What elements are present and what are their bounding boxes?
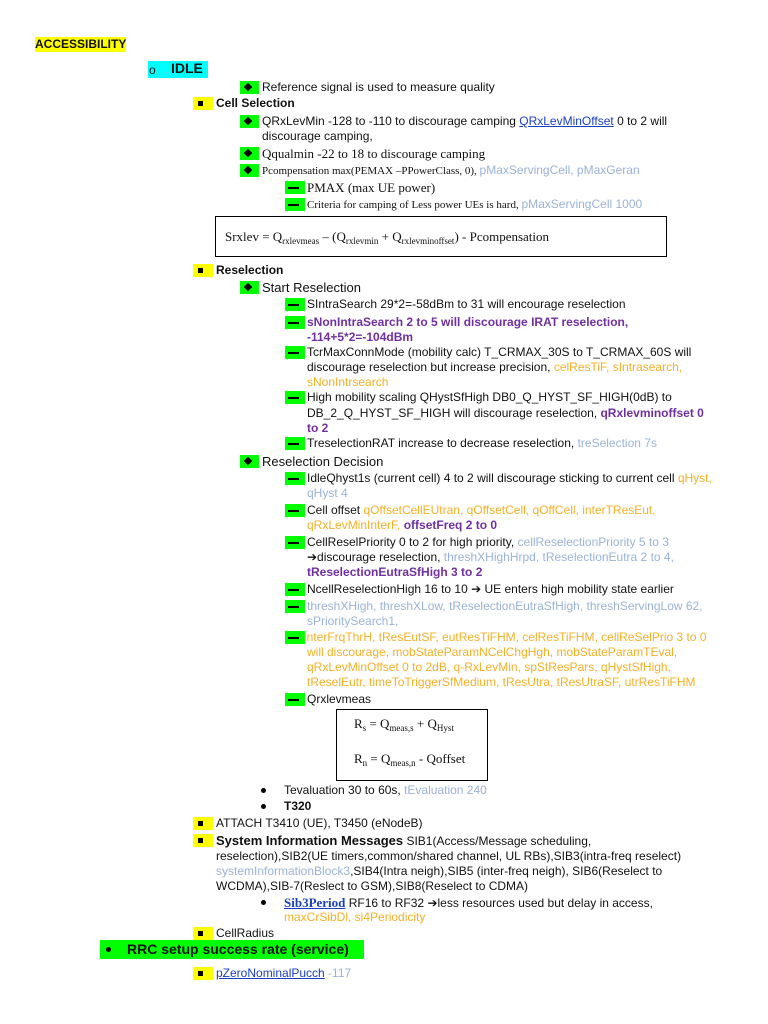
- ref-signal-text: Reference signal is used to measure quality: [262, 80, 495, 94]
- section-title: ACCESSIBILITY: [35, 37, 127, 51]
- pzeronominalpucch-link[interactable]: pZeroNominalPucch: [216, 966, 325, 980]
- dot-bullet-icon: [261, 804, 266, 809]
- cellreselpriority-text: CellReselPriority 0 to 2 for high priority, cellReselectionPriority 5 to 3: [307, 535, 669, 549]
- t320-text: T320: [284, 799, 312, 813]
- square-bullet-icon: [193, 834, 213, 847]
- interfrq-params-text: interFrqThrH, tResEutSF, eutResTiFHM, celResTiFHM, cellReSelPrio 3 to 0: [304, 630, 707, 644]
- dash-bullet-icon: [285, 536, 305, 549]
- pmax-text: PMAX (max UE power): [307, 180, 436, 195]
- cellreselpriority-text-cont2: tReselectionEutraSfHigh 3 to 2: [307, 565, 483, 579]
- sib3period-link[interactable]: Sib3Period: [284, 895, 346, 910]
- dash-bullet-icon: [285, 437, 305, 450]
- dash-bullet-icon: [285, 600, 305, 613]
- interfrq-params-text-cont2: qRxLevMinOffset 0 to 2dB, q-RxLevMin, spStResPars, qHystSfHigh,: [307, 660, 671, 674]
- dash-bullet-icon: [285, 504, 305, 517]
- dot-bullet-icon: [261, 788, 266, 793]
- snonintrasearch-text-cont: -114+5*2=-104dBm: [307, 330, 414, 344]
- cell-selection-item-2: Qqualmin -22 to 18 to discourage camping: [262, 146, 486, 161]
- srxlev-formula: Srxlev = $Q_{rxlevmeas} - (Q_{rxlevmin} + Q_{rxlevminoffset})$ - Pcompensation: [225, 229, 550, 246]
- tcrmaxconnmode-text-cont: discourage reselection but increase precision, celResTiF, sIntrasearch,: [307, 360, 683, 374]
- idleqhyst-text-cont: qHyst 4: [307, 486, 348, 500]
- dot-bullet-icon: [106, 947, 111, 952]
- rn-formula: $R_n = Q_{meas,n}$ - Qoffset: [354, 751, 466, 768]
- treselectionrat-text: TreselectionRAT increase to decrease reselection, treSelection 7s: [307, 436, 657, 450]
- cell-selection-item-1-cont: discourage camping,: [262, 129, 373, 143]
- square-bullet-icon: [193, 927, 213, 940]
- dash-bullet-icon: [285, 472, 305, 485]
- dash-bullet-icon: [285, 391, 305, 404]
- qrxlevminoffset-link[interactable]: QRxLevMinOffset: [519, 114, 614, 128]
- square-bullet-icon: [193, 967, 213, 980]
- sib3period-text-cont: maxCrSibDl, si4Periodicity: [284, 910, 426, 924]
- idle-marker: o: [149, 63, 156, 77]
- dash-bullet-icon: [285, 298, 305, 311]
- high-mobility-text: High mobility scaling QHystSfHigh DB0_Q_HYST_SF_HIGH(0dB) to: [307, 390, 672, 404]
- dot-bullet-icon: [261, 900, 266, 905]
- cellradius-text: CellRadius: [216, 926, 275, 940]
- dash-bullet-icon: [285, 316, 305, 329]
- cell-selection-heading: Cell Selection: [216, 96, 295, 110]
- ncellreselectionhigh-text: NcellReselectionHigh 16 to 10 ➔ UE enters high mobility state earlier: [307, 582, 674, 596]
- idle-heading: IDLE: [171, 60, 203, 76]
- sim-text-cont1: reselection),SIB2(UE timers,common/shared channel, UL RBs),SIB3(intra-freq reselect): [216, 849, 682, 863]
- square-bullet-icon: [193, 817, 213, 830]
- tcrmaxconnmode-text-cont2: sNonIntrsearch: [307, 375, 389, 389]
- dash-bullet-icon: [285, 631, 305, 644]
- sim-text: System Information Messages SIB1(Access/Message scheduling,: [216, 833, 592, 848]
- diamond-bullet-icon: [240, 164, 259, 177]
- reselection-decision: Reselection Decision: [262, 454, 384, 469]
- snonintrasearch-text: sNonIntraSearch 2 to 5 will discourage IRAT reselection,: [307, 315, 629, 329]
- interfrq-params-text-cont3: tReselEutr, timeToTriggerSfMedium, tResUtra, tResUtraSF, utrResTiFHM: [307, 675, 696, 689]
- cell-offset-text-cont: qRxLevMinInterF, offsetFreq 2 to 0: [307, 518, 498, 532]
- interfrq-params-text-cont1: will discourage, mobStateParamNCelChgHgh, mobStateParamTEval,: [307, 645, 678, 659]
- attach-text: ATTACH T3410 (UE), T3450 (eNodeB): [216, 816, 423, 830]
- tcrmaxconnmode-text: TcrMaxConnMode (mobility calc) T_CRMAX_30S to T_CRMAX_60S will: [307, 345, 692, 359]
- rs-formula: $R_s = Q_{meas,s} + Q_{Hyst}$: [354, 716, 454, 733]
- diamond-bullet-icon: [240, 81, 259, 94]
- thresh-params-text: threshXHigh, threshXLow, tReselectionEutraSfHigh, threshServingLow 62,: [307, 599, 703, 613]
- square-bullet-icon: [193, 97, 213, 110]
- dash-bullet-icon: [285, 181, 305, 194]
- sib3period-text: Sib3Period RF16 to RF32 ➔less resources used but delay in access,: [284, 895, 653, 910]
- thresh-params-text-cont: sPrioritySearch1,: [307, 614, 399, 628]
- dash-bullet-icon: [285, 346, 305, 359]
- diamond-bullet-icon: [240, 281, 259, 294]
- idleqhyst-text: IdleQhyst1s (current cell) 4 to 2 will discourage sticking to current cell qHyst,: [307, 471, 712, 485]
- cell-selection-item-3: Pcompensation max(PEMAX –PPowerClass, 0), pMaxServingCell, pMaxGeran: [262, 163, 640, 177]
- qrxlevmeas-text: Qrxlevmeas: [307, 692, 372, 706]
- high-mobility-text-cont2: to 2: [307, 421, 329, 435]
- dash-bullet-icon: [285, 583, 305, 596]
- start-reselection: Start Reselection: [262, 280, 361, 295]
- tevaluation-text: Tevaluation 30 to 60s, tEvaluation 240: [284, 783, 487, 797]
- high-mobility-text-cont: DB_2_Q_HYST_SF_HIGH will discourage reselection, qRxlevminoffset 0: [307, 406, 704, 420]
- sim-text-cont3: WCDMA),SIB-7(Reslect to GSM),SIB8(Reselect to CDMA): [216, 879, 529, 893]
- diamond-bullet-icon: [240, 455, 259, 468]
- diamond-bullet-icon: [240, 115, 259, 128]
- rrc-heading: RRC setup success rate (service): [127, 941, 349, 957]
- reselection-heading: Reselection: [216, 263, 284, 277]
- dash-bullet-icon: [285, 198, 305, 211]
- dash-bullet-icon: [285, 693, 305, 706]
- square-bullet-icon: [193, 264, 213, 277]
- sintrasearch-text: SIntraSearch 29*2=-58dBm to 31 will encourage reselection: [307, 297, 626, 311]
- diamond-bullet-icon: [240, 147, 259, 160]
- cell-selection-item-1: QRxLevMin -128 to -110 to discourage camping QRxLevMinOffset 0 to 2 will: [262, 114, 668, 128]
- pzero-text: pZeroNominalPucch -117: [216, 966, 352, 980]
- cell-offset-text: Cell offset qOffsetCellEUtran, qOffsetCell, qOffCell, interTResEut,: [307, 503, 656, 517]
- sim-text-cont2: systemInformationBlock3,SIB4(Intra neigh),SIB5 (inter-freq neigh), SIB6(Reselect to: [216, 864, 663, 878]
- cellreselpriority-text-cont: ➔discourage reselection, threshXHighHrpd, tReselectionEutra 2 to 4,: [307, 550, 674, 564]
- criteria-text: Criteria for camping of Less power UEs is hard, pMaxServingCell 1000: [307, 197, 643, 211]
